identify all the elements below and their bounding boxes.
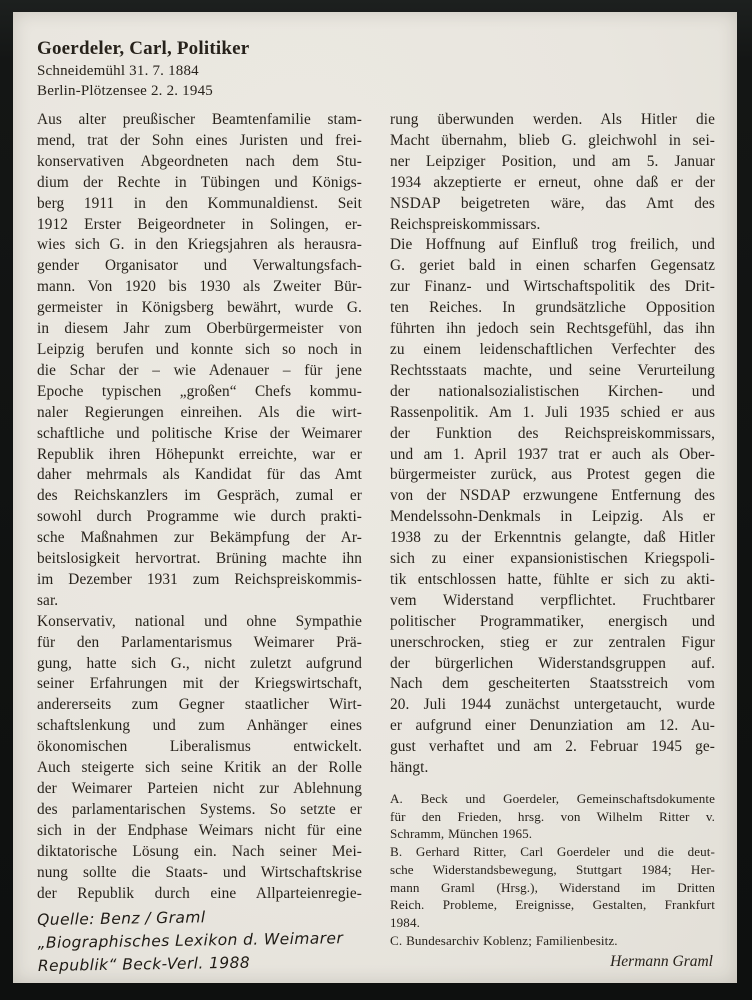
death-line: Berlin-Plötzensee 2. 2. 1945 (37, 83, 213, 99)
text-line: Reich. Probleme, Ereignisse, Gestalten, Frankfurt (390, 897, 715, 913)
text-line: 20. Juli 1944 zunächst untergetaucht, wurde (390, 696, 715, 714)
text-line: nung sollte die Staats- und Wirtschaftskrise (37, 863, 362, 881)
text-line: mann. Von 1920 bis 1930 als Zweiter Bür- (37, 278, 362, 296)
text-line: der Weimarer Parteien nicht zur Ablehnung (37, 780, 362, 797)
text-line: A. Beck und Goerdeler, Gemeinschaftsdokumente (390, 791, 715, 806)
text-line: gender Organisator und Verwaltungsfach- (37, 257, 362, 275)
text-line: bürgermeister zurück, aus Protest gegen die (390, 466, 715, 484)
text-line: sche Maßnahmen zur Bekämpfung der Ar- (37, 529, 362, 547)
text-line: G. geriet bald in einen scharfen Gegensatz (390, 257, 715, 275)
text-line: vem Widerstand verpflichtet. Fruchtbarer (390, 591, 715, 609)
author-signature: Hermann Graml (610, 953, 713, 971)
text-line: andererseits zum Gegner staatlicher Wirt- (37, 696, 362, 714)
text-line: diktatorische Lösung ein. Nach seiner Mei- (37, 842, 362, 860)
text-line: ner Leipziger Position, und am 5. Januar (390, 152, 715, 170)
text-columns (37, 110, 715, 978)
text-line: des Reichskanzlers im Gespräch, zumal er (37, 487, 362, 505)
text-line: gust verhaftet und am 2. Februar 1945 ge- (390, 738, 715, 756)
text-line: Die Hoffnung auf Einfluß trog freilich, und (390, 236, 715, 254)
bibliography (390, 790, 715, 949)
text-line: seiner Erfahrungen mit der Kriegswirtschaft, (37, 675, 362, 693)
text-line: mend, trat der Sohn eines Juristen und frei- (37, 131, 362, 149)
text-line: zu einem leidenschaftlichen Verfechter des (390, 340, 715, 358)
text-line: gung, hatte sich G., nicht zuletzt aufgrund (37, 654, 362, 672)
text-line: die Schar der – wie Adenauer – für jene (37, 361, 362, 379)
entry-header (37, 37, 715, 101)
entry-title: Goerdeler, Carl, Politiker (37, 38, 250, 59)
right-column-text (390, 110, 715, 779)
birth-line: Schneidemühl 31. 7. 1884 (37, 63, 199, 79)
text-line: B. Gerhard Ritter, Carl Goerdeler und die deut- (390, 844, 715, 860)
text-line: rung überwunden werden. Als Hitler die (390, 111, 715, 128)
text-line: Republik ihren Höhepunkt erreichte, war er (37, 445, 362, 463)
text-line: Auch steigerte sich seine Kritik an der Rolle (37, 759, 362, 777)
text-line: von der NSDAP erzwungene Entfernung des (390, 487, 715, 505)
text-line: 1984. (390, 914, 420, 930)
text-line: Rechtsstaats machte, und seine Verurteilung (390, 361, 715, 379)
text-line: daher mehrmals als Kandidat für das Amt (37, 466, 362, 484)
text-line: des parlamentarischen Systems. So setzte er (37, 800, 362, 818)
left-column (37, 110, 362, 978)
text-line: Epoche typischen „großen“ Chefs kommu- (37, 382, 362, 400)
text-line: germeister in Königsberg bewährt, wurde G. (37, 299, 362, 317)
text-line: wies sich G. in den Kriegsjahren als herausra- (37, 236, 362, 254)
text-line: Mendelssohn-Denkmals in Leipzig. Als er (390, 508, 715, 526)
text-line: im Dezember 1931 zum Reichspreiskommis- (37, 570, 362, 588)
text-line: ökonomischen Liberalismus entwickelt. (37, 738, 362, 756)
note-line: Republik“ Beck-Verl. 1988 (37, 954, 251, 976)
text-line: Nach dem gescheiterten Staatsstreich vom (390, 675, 715, 693)
text-line: für den Frieden, hrsg. von Wilhelm Ritter v. (390, 808, 715, 824)
text-line: NSDAP beigetreten wäre, das Amt des (390, 194, 715, 212)
text-line: führten ihn jedoch sein Rechtsgefühl, das ihn (390, 320, 715, 338)
text-line: mann Graml (Hrsg.), Widerstand im Dritten (390, 879, 715, 895)
text-line: Macht übernahm, blieb G. gleichwohl in sei- (390, 131, 715, 149)
text-line: der Republik durch eine Allparteienregie- (37, 884, 362, 902)
text-line: berg 1911 in den Kommunaldienst. Seit (37, 194, 362, 212)
text-line: sche Widerstandsbewegung, Stuttgart 1984; Her- (390, 861, 715, 877)
left-column-text (37, 110, 362, 904)
text-line: schaftliche und politische Krise der Weimarer (37, 424, 362, 442)
text-line: Konservativ, national und ohne Sympathie (37, 612, 362, 630)
text-line: hängt. (390, 759, 429, 777)
text-line: naler Regierungen einreihen. Als die wirt- (37, 403, 362, 421)
text-line: beitslosigkeit hervortrat. Brüning machte ihn (37, 550, 362, 568)
text-line: sowohl durch Programme wie durch prakti- (37, 508, 362, 526)
text-line: schaftslenkung und zum Anhänger eines (37, 717, 362, 735)
text-line: politischer Programmatiker, energisch und (390, 612, 715, 630)
note-line: Quelle: Benz / Graml (37, 908, 206, 930)
handwritten-source-note (37, 904, 363, 978)
text-line: in diesem Jahr zum Oberbürgermeister von (37, 320, 362, 338)
text-line: der nationalsozialistischen Kirchen- und (390, 382, 715, 400)
text-line: sich zu einer expansionistischen Kriegspoli- (390, 550, 715, 568)
text-line: C. Bundesarchiv Koblenz; Familienbesitz. (390, 932, 618, 948)
text-line: Leipzig berufen und konnte sich so noch in (37, 340, 362, 358)
text-line: Rassenpolitik. Am 1. Juli 1935 schied er aus (390, 403, 715, 421)
text-line: für den Parlamentarismus Weimarer Prä- (37, 633, 362, 651)
text-line: Schramm, München 1965. (390, 826, 533, 842)
note-line: „Biographisches Lexikon d. Weimarer (37, 929, 344, 953)
text-line: unerschrocken, stieg er zur zentralen Figur (390, 633, 715, 651)
right-column (390, 110, 715, 978)
text-line: Reichspreiskommissars. (390, 215, 541, 233)
text-line: und am 1. April 1937 trat er auch als Ober- (390, 445, 715, 463)
text-line: 1938 zu der Erkenntnis gelangte, daß Hitler (390, 529, 715, 547)
text-line: tik entschlossen hatte, fühlte er sich zu akti- (390, 570, 715, 588)
text-line: konservativen Abgeordneten nach dem Stu- (37, 152, 362, 170)
text-line: Aus alter preußischer Beamtenfamilie stam- (37, 111, 362, 128)
text-line: 1912 Erster Beigeordneter in Solingen, er- (37, 215, 362, 233)
text-line: 1934 akzeptierte er erneut, ohne daß er der (390, 173, 715, 191)
text-line: sich in der Endphase Weimars nicht für eine (37, 821, 362, 839)
text-line: der bürgerlichen Widerstandsgruppen auf. (390, 654, 715, 672)
text-line: zur Finanz- und Wirtschaftspolitik des Drit- (390, 278, 715, 296)
text-line: der Funktion des Reichspreiskommissars, (390, 424, 715, 442)
text-line: ten Reiches. In grundsätzliche Opposition (390, 299, 715, 317)
scanned-page (13, 12, 737, 983)
text-line: sar. (37, 591, 59, 609)
text-line: er aufgrund einer Denunziation am 12. Au- (390, 717, 715, 735)
text-line: dium der Rechte in Tübingen und Königs- (37, 173, 362, 191)
